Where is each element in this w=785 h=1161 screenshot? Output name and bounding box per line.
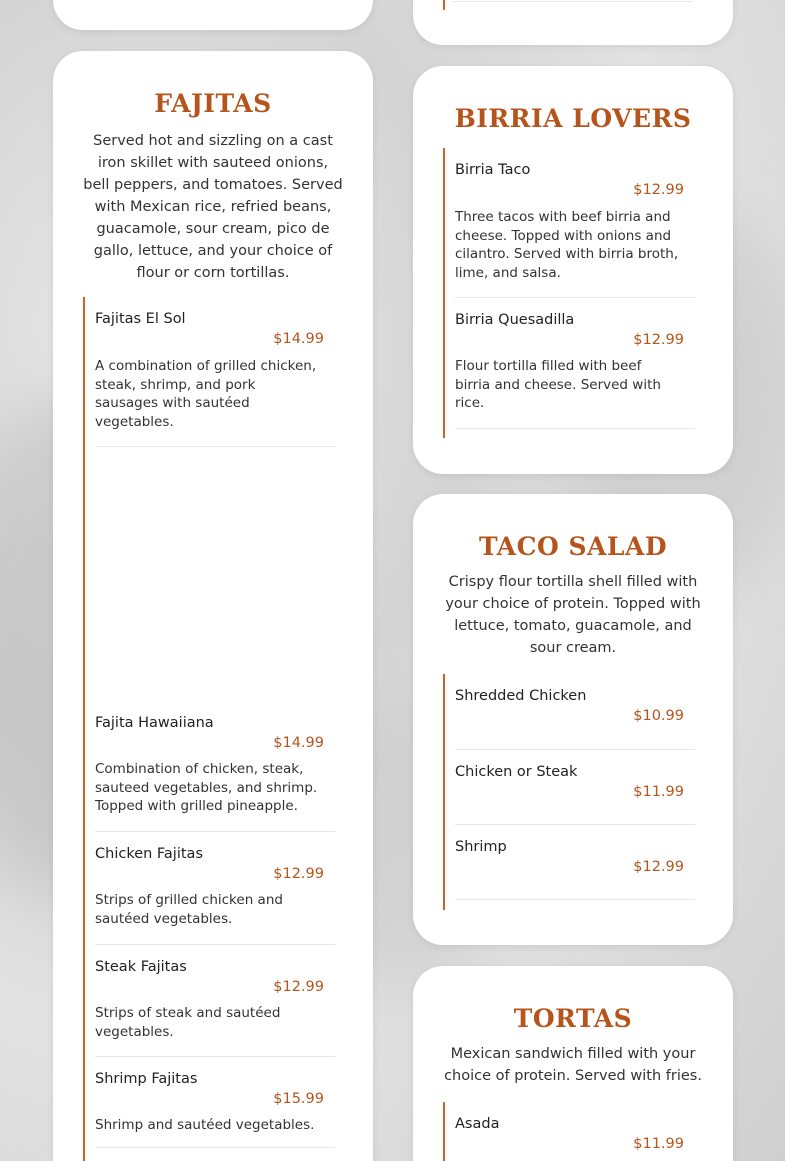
birria-card <box>413 66 733 474</box>
item-name: Birria Taco <box>455 162 531 178</box>
item-name: Asada <box>455 1116 500 1132</box>
item-divider <box>455 749 695 750</box>
taco-salad-items <box>443 674 693 910</box>
item-divider <box>95 1056 335 1057</box>
previous-section-card-right <box>413 0 733 45</box>
tortas-items <box>443 1102 693 1161</box>
item-price: $11.99 <box>633 784 684 800</box>
birria-items <box>443 148 693 438</box>
taco-salad-card <box>413 494 733 945</box>
fajitas-description: Served hot and sizzling on a cast iron skillet with sauteed onions, bell peppers, and tomatoes. Served with Mexican rice, refried beans, guacamole, sour cream, pico de gallo, lettuce, and your choice of flour or corn tortillas. <box>83 133 343 281</box>
item-name: Chicken Fajitas <box>95 846 203 862</box>
item-price: $14.99 <box>273 735 324 751</box>
item-name: Shrimp Fajitas <box>95 1071 198 1087</box>
item-name: Fajitas El Sol <box>95 311 186 327</box>
fajitas-items <box>83 297 333 1161</box>
previous-section-card-left <box>53 0 373 30</box>
item-price: $14.99 <box>273 331 324 347</box>
tortas-card <box>413 966 733 1161</box>
item-divider <box>95 944 335 945</box>
tortas-title: TORTAS <box>513 1004 633 1033</box>
item-name: Fajita Hawaiiana <box>95 715 214 731</box>
item-description: Shrimp and sautéed vegetables. <box>95 1117 315 1133</box>
item-name: Birria Quesadilla <box>455 312 575 328</box>
item-description: Flour tortilla filled with beef birria and cheese. Served with rice. <box>455 358 661 411</box>
tortas-description: Mexican sandwich filled with your choice of protein. Served with fries. <box>444 1046 702 1084</box>
item-description: A combination of grilled chicken, steak, shrimp, and pork sausages with sautéed vegetables. <box>95 358 317 430</box>
item-price: $12.99 <box>633 182 684 198</box>
fajitas-title: FAJITAS <box>154 89 272 118</box>
item-name: Chicken or Steak <box>455 764 578 780</box>
item-divider <box>455 428 695 429</box>
item-price: $15.99 <box>273 1091 324 1107</box>
previous-items-border <box>443 0 445 10</box>
item-price: $11.99 <box>633 1136 684 1152</box>
item-divider <box>455 297 695 298</box>
item-description: Strips of steak and sautéed vegetables. <box>95 1005 281 1040</box>
item-description: Three tacos with beef birria and cheese. Topped with onions and cilantro. Served with birria broth, lime, and salsa. <box>455 209 679 281</box>
item-divider <box>95 831 335 832</box>
item-divider <box>455 899 695 900</box>
item-price: $12.99 <box>273 866 324 882</box>
item-divider <box>455 824 695 825</box>
item-divider <box>95 1147 335 1148</box>
item-name: Steak Fajitas <box>95 959 187 975</box>
item-divider <box>95 446 335 447</box>
item-name: Shrimp <box>455 839 507 855</box>
item-price: $12.99 <box>633 859 684 875</box>
item-description: Combination of chicken, steak, sauteed vegetables, and shrimp. Topped with grilled pineapple. <box>95 761 318 814</box>
previous-item-rule <box>453 1 693 2</box>
birria-title: BIRRIA LOVERS <box>454 104 692 133</box>
taco-salad-title: TACO SALAD <box>478 532 668 561</box>
taco-salad-description: Crispy flour tortilla shell filled with your choice of protein. Topped with lettuce, tomato, guacamole, and sour cream. <box>445 574 701 656</box>
item-price: $12.99 <box>273 979 324 995</box>
item-price: $10.99 <box>633 708 684 724</box>
fajitas-card <box>53 51 373 1161</box>
item-price: $12.99 <box>633 332 684 348</box>
item-name: Shredded Chicken <box>455 688 587 704</box>
item-description: Strips of grilled chicken and sautéed vegetables. <box>95 892 283 927</box>
